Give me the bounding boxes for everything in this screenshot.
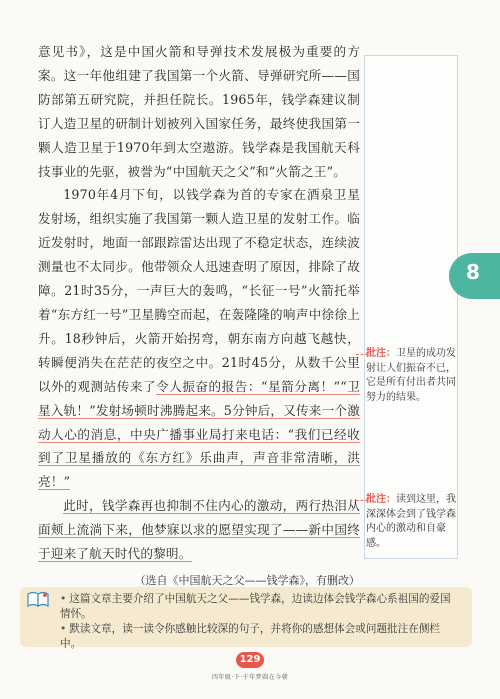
article-paragraph bbox=[38, 494, 360, 566]
annotation-text: 读到这里，我深深体会到了钱学森内心的激动和自豪感。 bbox=[366, 494, 456, 549]
highlighted-passage: 此时，钱学森再也抑制不住内心的激动，两行热泪从面颊上流淌下来，他梦寐以求的愿望实现了——新中国终于迎来了航天时代的黎明。 bbox=[38, 498, 360, 562]
tip-text: 这篇文章主要介绍了中国航天之父——钱学森，边读边体会钱学森心系祖国的爱国情怀。 bbox=[60, 593, 451, 620]
annotation-column bbox=[364, 55, 458, 559]
highlighted-passage: 令人振奋的报告：“星箭分离！”“卫星入轨！”发射场顿时沸腾起来。5分钟后，又传来一个激动人心的消息，中央广播事业局打来电话：“我们已经收到了卫星播放的《东方红》乐曲声，声音非常清晰，洪亮！” bbox=[38, 378, 360, 490]
annotation-tag: 批注： bbox=[366, 348, 396, 359]
annotation-text: 卫星的成功发射让人们振奋不已，它是所有付出者共同努力的结果。 bbox=[366, 348, 456, 403]
tip-item bbox=[60, 622, 460, 652]
chapter-number: 8 bbox=[466, 260, 480, 284]
paragraph-text: 意见书》，这是中国火箭和导弹技术发展极为重要的方案。这一年他组建了我国第一个火箭、导弹研究所——国防部第五研究院，并担任院长。1965年，钱学森建议制订人造卫星的研制计划被列入国家任务，最终使我国第一颗人造卫星于1970年到太空遨游。钱学森是我国航天科技事业的先驱，被誉为“中国航天之父”和“火箭之王”。 bbox=[38, 44, 360, 179]
tip-item bbox=[60, 592, 460, 622]
chapter-tab[interactable] bbox=[449, 253, 500, 299]
bullet-icon: • bbox=[60, 593, 67, 605]
bullet-icon: • bbox=[60, 623, 67, 635]
tip-text: 默读文章，读一读令你感触比较深的句子，并将你的感想体会或问题批注在侧栏中。 bbox=[60, 623, 441, 650]
annotation-tag: 批注： bbox=[366, 494, 396, 505]
page-number: 129 bbox=[236, 652, 264, 668]
article-paragraph bbox=[38, 40, 360, 183]
page-footer: 四年级·下·千年梦圆在今朝 bbox=[211, 674, 289, 681]
source-citation: （选自《中国航天之父——钱学森》，有删改） bbox=[134, 574, 360, 587]
paragraph-text: 1970年4月下旬，以钱学森为首的专家在酒泉卫星发射场，组织实施了我国第一颗人造卫星的发射工作。临近发射时，地面一部跟踪雷达出现了不稳定状态，连续波测量也不太同步。他带领众人迅速查明了原因，排除了故障。21时35分，一声巨大的轰鸣，“长征一号”火箭托举着“东方红一号”卫星腾空而起，在轰隆隆的响声中徐徐上升。18秒钟后，火箭开始拐弯，朝东南方向越飞越快，转瞬便消失在茫茫的夜空之中。21时45分，从数千公里以外的观测站传来了 bbox=[38, 187, 360, 394]
article-paragraph bbox=[38, 183, 360, 494]
book-icon bbox=[27, 591, 49, 607]
annotation-note bbox=[366, 347, 462, 405]
article-body bbox=[38, 40, 360, 566]
annotation-note bbox=[366, 493, 462, 551]
